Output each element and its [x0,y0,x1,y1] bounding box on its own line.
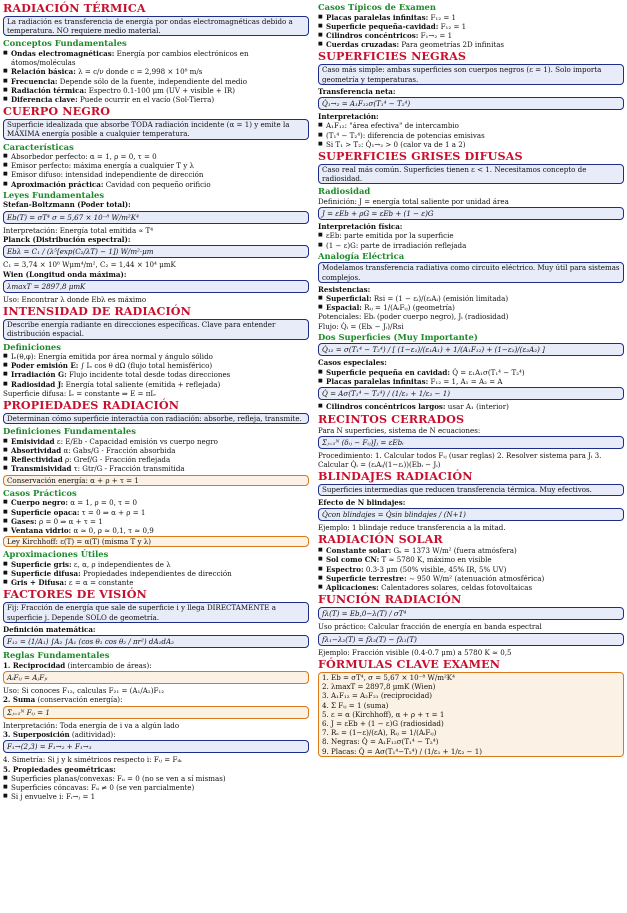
text-line: C₁ = 3,74 × 10⁸ Wμm⁴/m², C₂ = 1,44 × 10⁴ μmK [3,260,176,270]
bullet-list [3,498,309,535]
formula-line: 7. Rₛ = (1−ε)/(εA), Rᵢⱼ = 1/(AᵢFᵢⱼ) [322,728,437,738]
bullet-list [318,13,624,50]
text-line: Uso: Si conoces F₁₂, calculas F₂₁ = (A₁/A₂)F₁₂ [3,686,165,696]
formula-line: 8. Negras: Q̇ = A₁F₁₂σ(T₁⁴ − T₂⁴) [322,737,439,747]
summary-box: Caso real más común. Superficies tienen ε < 1. Necesitamos concepto de radiosidad. [318,164,624,184]
list-item: ■ Placas paralelas infinitas: F₁₂ = 1 [326,13,624,22]
text-line: Ejemplo: 1 blindaje reduce transferencia a la mitad. [318,522,506,532]
bullet-list [318,294,624,312]
equation-box: fλ(T) = Eb,0−λ(T) / σT⁴ [318,607,624,620]
section-title: FÓRMULAS CLAVE EXAMEN [318,656,501,671]
equation-box: Q̇con blindajes = Q̇sin blindajes / (N+1) [318,508,624,521]
label: Interpretación: [318,112,379,122]
list-item: ■ Cilindros concéntricos largos: usar A₁ (interior) [326,402,624,411]
text-line: Definición: J = energía total saliente por unidad área [318,196,509,206]
label: Interpretación física: [318,222,403,232]
list-item: ■ Cuerpo negro: α = 1, ρ = 0, τ = 0 [11,498,309,507]
label: Wien (Longitud onda máxima): [3,269,127,279]
text-line: Procedimiento: 1. Calcular todos Fᵢⱼ (usar reglas) 2. Resolver sistema para Jᵢ 3. Calcular Q̇ᵢ = (εᵢAᵢ/(1−εᵢ))(Ebᵢ − Jᵢ) [318,450,602,470]
equation-box: Q̇₁→₂ = A₁F₁₂σ(T₁⁴ − T₂⁴) [318,97,624,110]
bullet-list [3,437,309,474]
equation-box: Eb(T) = σT⁴ σ = 5,67 × 10⁻⁸ W/m²K⁴ [3,211,309,224]
summary-box: La radiación es transferencia de energía por ondas electromagnéticas debido a temperatura. NO requiere medio material. [3,16,309,36]
list-item: ■ Relación básica: λ = c/ν donde c = 2,998 × 10⁸ m/s [11,67,309,76]
subsection-title: Casos Prácticos [3,487,77,498]
list-item: ■ Espacial: Rᵢⱼ = 1/(AᵢFᵢⱼ) (geometría) [326,303,624,312]
list-item: ■ Aplicaciones: Calentadores solares, celdas fotovoltaicas [326,583,624,592]
list-item: ■ Superficie gris: ε, α, ρ independientes de λ [11,560,309,569]
equation-box: J = εEb + ρG = εEb + (1 − ε)G [318,207,624,220]
formula-line: 2. λmaxT = 2897,8 μmK (Wien) [322,682,436,692]
text-line: Uso práctico: Calcular fracción de energía en banda espectral [318,622,542,632]
bullet-list [318,231,624,249]
subsection-title: Características [3,141,74,152]
label: Resistencias: [318,284,371,294]
formula-line: 4. Σ Fᵢⱼ = 1 (suma) [322,700,389,710]
text-line: Interpretación: Toda energía de i va a algún lado [3,720,180,730]
list-item: ■ Superficie terrestre: ∼ 950 W/m² (atenuación atmosférica) [326,574,624,583]
list-item: ■ Placas paralelas infinitas: F₁₂ = 1, A₁ = A₂ = A [326,377,624,386]
text-line: Potenciales: Ebᵢ (poder cuerpo negro), Jᵢ (radiosidad) [318,312,509,322]
subsection-title: Radiosidad [318,186,371,197]
list-item: ■ Transmisividad τ: Gtr/G - Fracción transmitida [11,464,309,473]
subsection-title: Reglas Fundamentales [3,650,110,661]
equation-box: AᵢFᵢⱼ = AⱼFⱼᵢ [3,671,309,684]
text-line: Para N superficies, sistema de N ecuaciones: [318,425,481,435]
equation-box: Q̇ = Aσ(T₁⁴ − T₂⁴) / (1/ε₁ + 1/ε₂ − 1) [318,387,624,400]
list-item: ■ Frecuencia: Depende sólo de la fuente, independiente del medio [11,77,309,86]
section-title: RADIACIÓN TÉRMICA [3,1,146,15]
left-column [3,1,309,801]
equation-box: fλ₁−λ₂(T) = fλ₂(T) − fλ₁(T) [318,633,624,646]
label: Transferencia neta: [318,86,396,96]
list-item: ■ Cilindros concéntricos: F₁→₂ = 1 [326,31,624,40]
list-item: ■ Emisor difuso: intensidad independiente de dirección [11,170,309,179]
list-item: ■ Superficie difusa: Propiedades independientes de dirección [11,569,309,578]
label: Stefan-Boltzmann (Poder total): [3,200,131,210]
summary-box: Caso más simple: ambas superficies son cuerpos negros (ε = 1). Solo importa geometría y temperaturas. [318,64,624,84]
summary-box: Superficies intermedias que reducen transferencia térmica. Muy efectivos. [318,484,624,495]
label: Efecto de N blindajes: [318,497,406,507]
bullet-list [3,152,309,189]
bullet-list [3,560,309,588]
subsection-title: Analogía Eléctrica [318,250,405,261]
summary-box: Modelamos transferencia radiativa como circuito eléctrico. Muy útil para sistemas complejos. [318,262,624,282]
list-item: ■ Espectro: 0.3-3 μm (50% visible, 45% IR, 5% UV) [326,565,624,574]
bullet-list [3,774,309,802]
section-title: INTENSIDAD DE RADIACIÓN [3,304,191,319]
text-line: Uso: Encontrar λ donde Ebλ es máximo [3,294,147,304]
equation-box: F₁₂ = (1/A₁) ∫A₂ ∫A₁ (cos θ₁ cos θ₂ / πr²) dA₁dA₂ [3,635,309,648]
label: Definición matemática: [3,624,96,634]
list-item: ■ Radiosidad J: Energía total saliente (emitida + reflejada) [11,380,309,389]
text-line: Ejemplo: Fracción visible (0.4-0.7 μm) a 5780 K ≈ 0,5 [318,647,512,657]
list-item: ■ Diferencia clave: Puede ocurrir en el vacío (Sol-Tierra) [11,95,309,104]
list-item: ■ Ondas electromagnéticas: Energía por cambios electrónicos en átomos/moléculas [11,49,309,67]
label: Planck (Distribución espectral): [3,234,131,244]
list-item: ■ Gris + Difusa: ε = α = constante [11,578,309,587]
list-item: ■ A₁F₁₂: "área efectiva" de intercambio [326,121,624,130]
equation-box: F₁→(2,3) = F₁→₂ + F₁→₃ [3,740,309,753]
text-line: Flujo: Q̇ᵢ = (Ebᵢ − Jᵢ)/Rsi [318,321,404,331]
section-title: CUERPO NEGRO [3,104,111,119]
section-title: RECINTOS CERRADOS [318,411,465,426]
formula-line: 5. ε = α (Kirchhoff), α + ρ + τ = 1 [322,709,445,719]
bullet-list [3,49,309,104]
formula-line: 6. J = εEb + (1 − ε)G (radiosidad) [322,718,444,728]
list-item: ■ Radiación térmica: Espectro 0.1-100 μm (UV + visible + IR) [11,86,309,95]
subsection-title: Definiciones Fundamentales [3,426,136,437]
list-item: ■ Aproximación práctica: Cavidad con pequeño orificio [11,180,309,189]
summary-box: Fij: Fracción de energía que sale de superficie i y llega DIRECTAMENTE a superficie j. Depende SOLO de geometría. [3,602,309,622]
list-item: ■ Iₑ(θ,φ): Energía emitida por área normal y ángulo sólido [11,352,309,361]
list-item: ■ Ventana vidrio: α ≈ 0, ρ ≈ 0,1, τ ≈ 0,9 [11,526,309,535]
list-item: ■ Absortividad α: Gabs/G - Fracción absorbida [11,446,309,455]
section-title: BLINDAJES RADIACIÓN [318,469,473,484]
list-item: ■ Superficial: Rsi = (1 − εᵢ)/(εᵢAᵢ) (emisión limitada) [326,294,624,303]
list-item: ■ Si T₁ > T₂: Q̇₁→₂ > 0 (calor va de 1 a 2) [326,140,624,149]
list-item: ■ εEb: parte emitida por la superficie [326,231,624,240]
list-item: ■ Poder emisión E: ∫ Iₑ cos θ dΩ (flujo total hemisférico) [11,361,309,370]
summary-box: Determinan cómo superficie interactúa con radiación: absorbe, refleja, transmite. [3,413,309,424]
subsection-title: Casos Típicos de Examen [318,2,436,12]
highlight-box: Conservación energía: α + ρ + τ = 1 [3,475,309,486]
text-line: 4. Simetría: Si j y k simétricos respecto i: Fᵢⱼ = Fᵢₖ [3,755,182,765]
equation-box: Σⱼ₌₁ᴺ Fᵢⱼ = 1 [3,706,309,719]
formula-line: 3. A₁F₁₂ = A₂F₂₁ (reciprocidad) [322,691,433,701]
label: 5. Propiedades geométricas: [3,764,116,774]
section-title: SUPERFICIES NEGRAS [318,49,467,64]
list-item: ■ Absorbedor perfecto: α = 1, ρ = 0, τ = 0 [11,152,309,161]
equation-box: Σⱼ₌₁ᴺ (δᵢⱼ − Fᵢⱼ)Jⱼ = εEbᵢ [318,436,624,449]
bullet-list [318,402,624,411]
subsection-title: Dos Superficies (Muy Importante) [318,331,478,342]
list-item: ■ Cuerdas cruzadas: Para geometrías 2D infinitas [326,40,624,49]
summary-box: Superficie idealizada que absorbe TODA radiación incidente (α = 1) y emite la MÁXIMA energía posible a cualquier temperatura. [3,119,309,139]
list-item: ■ Superficies cóncavas: Fᵢᵢ ≠ 0 (se ven parcialmente) [11,783,309,792]
equation-box: Ebλ = C₁ / (λ⁵[exp(C₂/λT) − 1]) W/m²·μm [3,245,309,258]
section-title: SUPERFICIES GRISES DIFUSAS [318,148,523,163]
list-item: ■ Superficie pequeña-cavidad: F₁₂ = 1 [326,22,624,31]
text-line: Superficie difusa: Iₑ = constante ⇒ E = πIₑ [3,388,156,398]
list-item: ■ Superficies planas/convexas: Fᵢᵢ = 0 (no se ven a sí mismas) [11,774,309,783]
list-item: ■ Si j envuelve i: Fᵢ→ⱼ = 1 [11,792,309,801]
list-item: ■ (1 − ε)G: parte de irradiación reflejada [326,241,624,250]
formula-line: 9. Placas: Q̇ = Aσ(T₁⁴−T₂⁴) / (1/ε₁ + 1/ε₂ − 1) [322,746,483,756]
label: Casos especiales: [318,358,387,368]
text-line: Interpretación: Energía total emitida ∝ T⁴ [3,225,154,235]
list-item: ■ Superficie pequeña en cavidad: Q̇ = ε₁A₁σ(T₁⁴ − T₂⁴) [326,368,624,377]
bullet-list [318,546,624,592]
list-item: ■ Constante solar: Gₛ = 1373 W/m² (fuera atmósfera) [326,546,624,555]
list-item: ■ Sol como CN: T ≈ 5780 K, máximo en visible [326,555,624,564]
bullet-list [3,352,309,389]
list-item: ■ (T₁⁴ − T₂⁴): diferencia de potencias emisivas [326,131,624,140]
section-title: RADIACIÓN SOLAR [318,532,443,547]
list-item: ■ Superficie opaca: τ = 0 ⇒ α + ρ = 1 [11,508,309,517]
bullet-list [318,368,624,386]
subsection-title: Leyes Fundamentales [3,189,105,200]
formula-summary-box [318,672,624,757]
summary-box: Describe energía radiante en direcciones específicas. Clave para entender distribución espacial. [3,319,309,339]
section-title: FUNCIÓN RADIACIÓN [318,592,462,607]
subsection-title: Aproximaciones Útiles [3,549,109,560]
equation-box: λmaxT = 2897,8 μmK [3,280,309,293]
section-title: PROPIEDADES RADIACIÓN [3,398,180,413]
list-item: ■ Reflectividad ρ: Gref/G - Fracción reflejada [11,455,309,464]
list-item: ■ Gases: ρ = 0 ⇒ α + τ = 1 [11,517,309,526]
bullet-list [318,121,624,149]
list-item: ■ Emisividad ε: E/Eb - Capacidad emisión vs cuerpo negro [11,437,309,446]
highlight-box: Ley Kirchhoff: ε(T) = α(T) (misma T y λ) [3,536,309,547]
text-line: 3. Superposición (aditividad): [3,729,116,739]
right-column [318,1,624,759]
section-title: FACTORES DE VISIÓN [3,587,147,602]
list-item: ■ Emisor perfecto: máxima energía a cualquier T y λ [11,161,309,170]
formula-line: 1. Eb = σT⁴, σ = 5,67 × 10⁻⁸ W/m²K⁴ [322,672,455,682]
text-line: 2. Suma (conservación energía): [3,695,123,705]
text-line: 1. Reciprocidad (intercambio de áreas): [3,660,152,670]
subsection-title: Conceptos Fundamentales [3,38,127,49]
list-item: ■ Irradiación G: Flujo incidente total desde todas direcciones [11,370,309,379]
subsection-title: Definiciones [3,341,61,352]
equation-box: Q̇₁₂ = σ(T₁⁴ − T₂⁴) / [ (1−ε₁)/(ε₁A₁) + 1/(A₁F₁₂) + (1−ε₂)/(ε₂A₂) ] [318,343,624,356]
